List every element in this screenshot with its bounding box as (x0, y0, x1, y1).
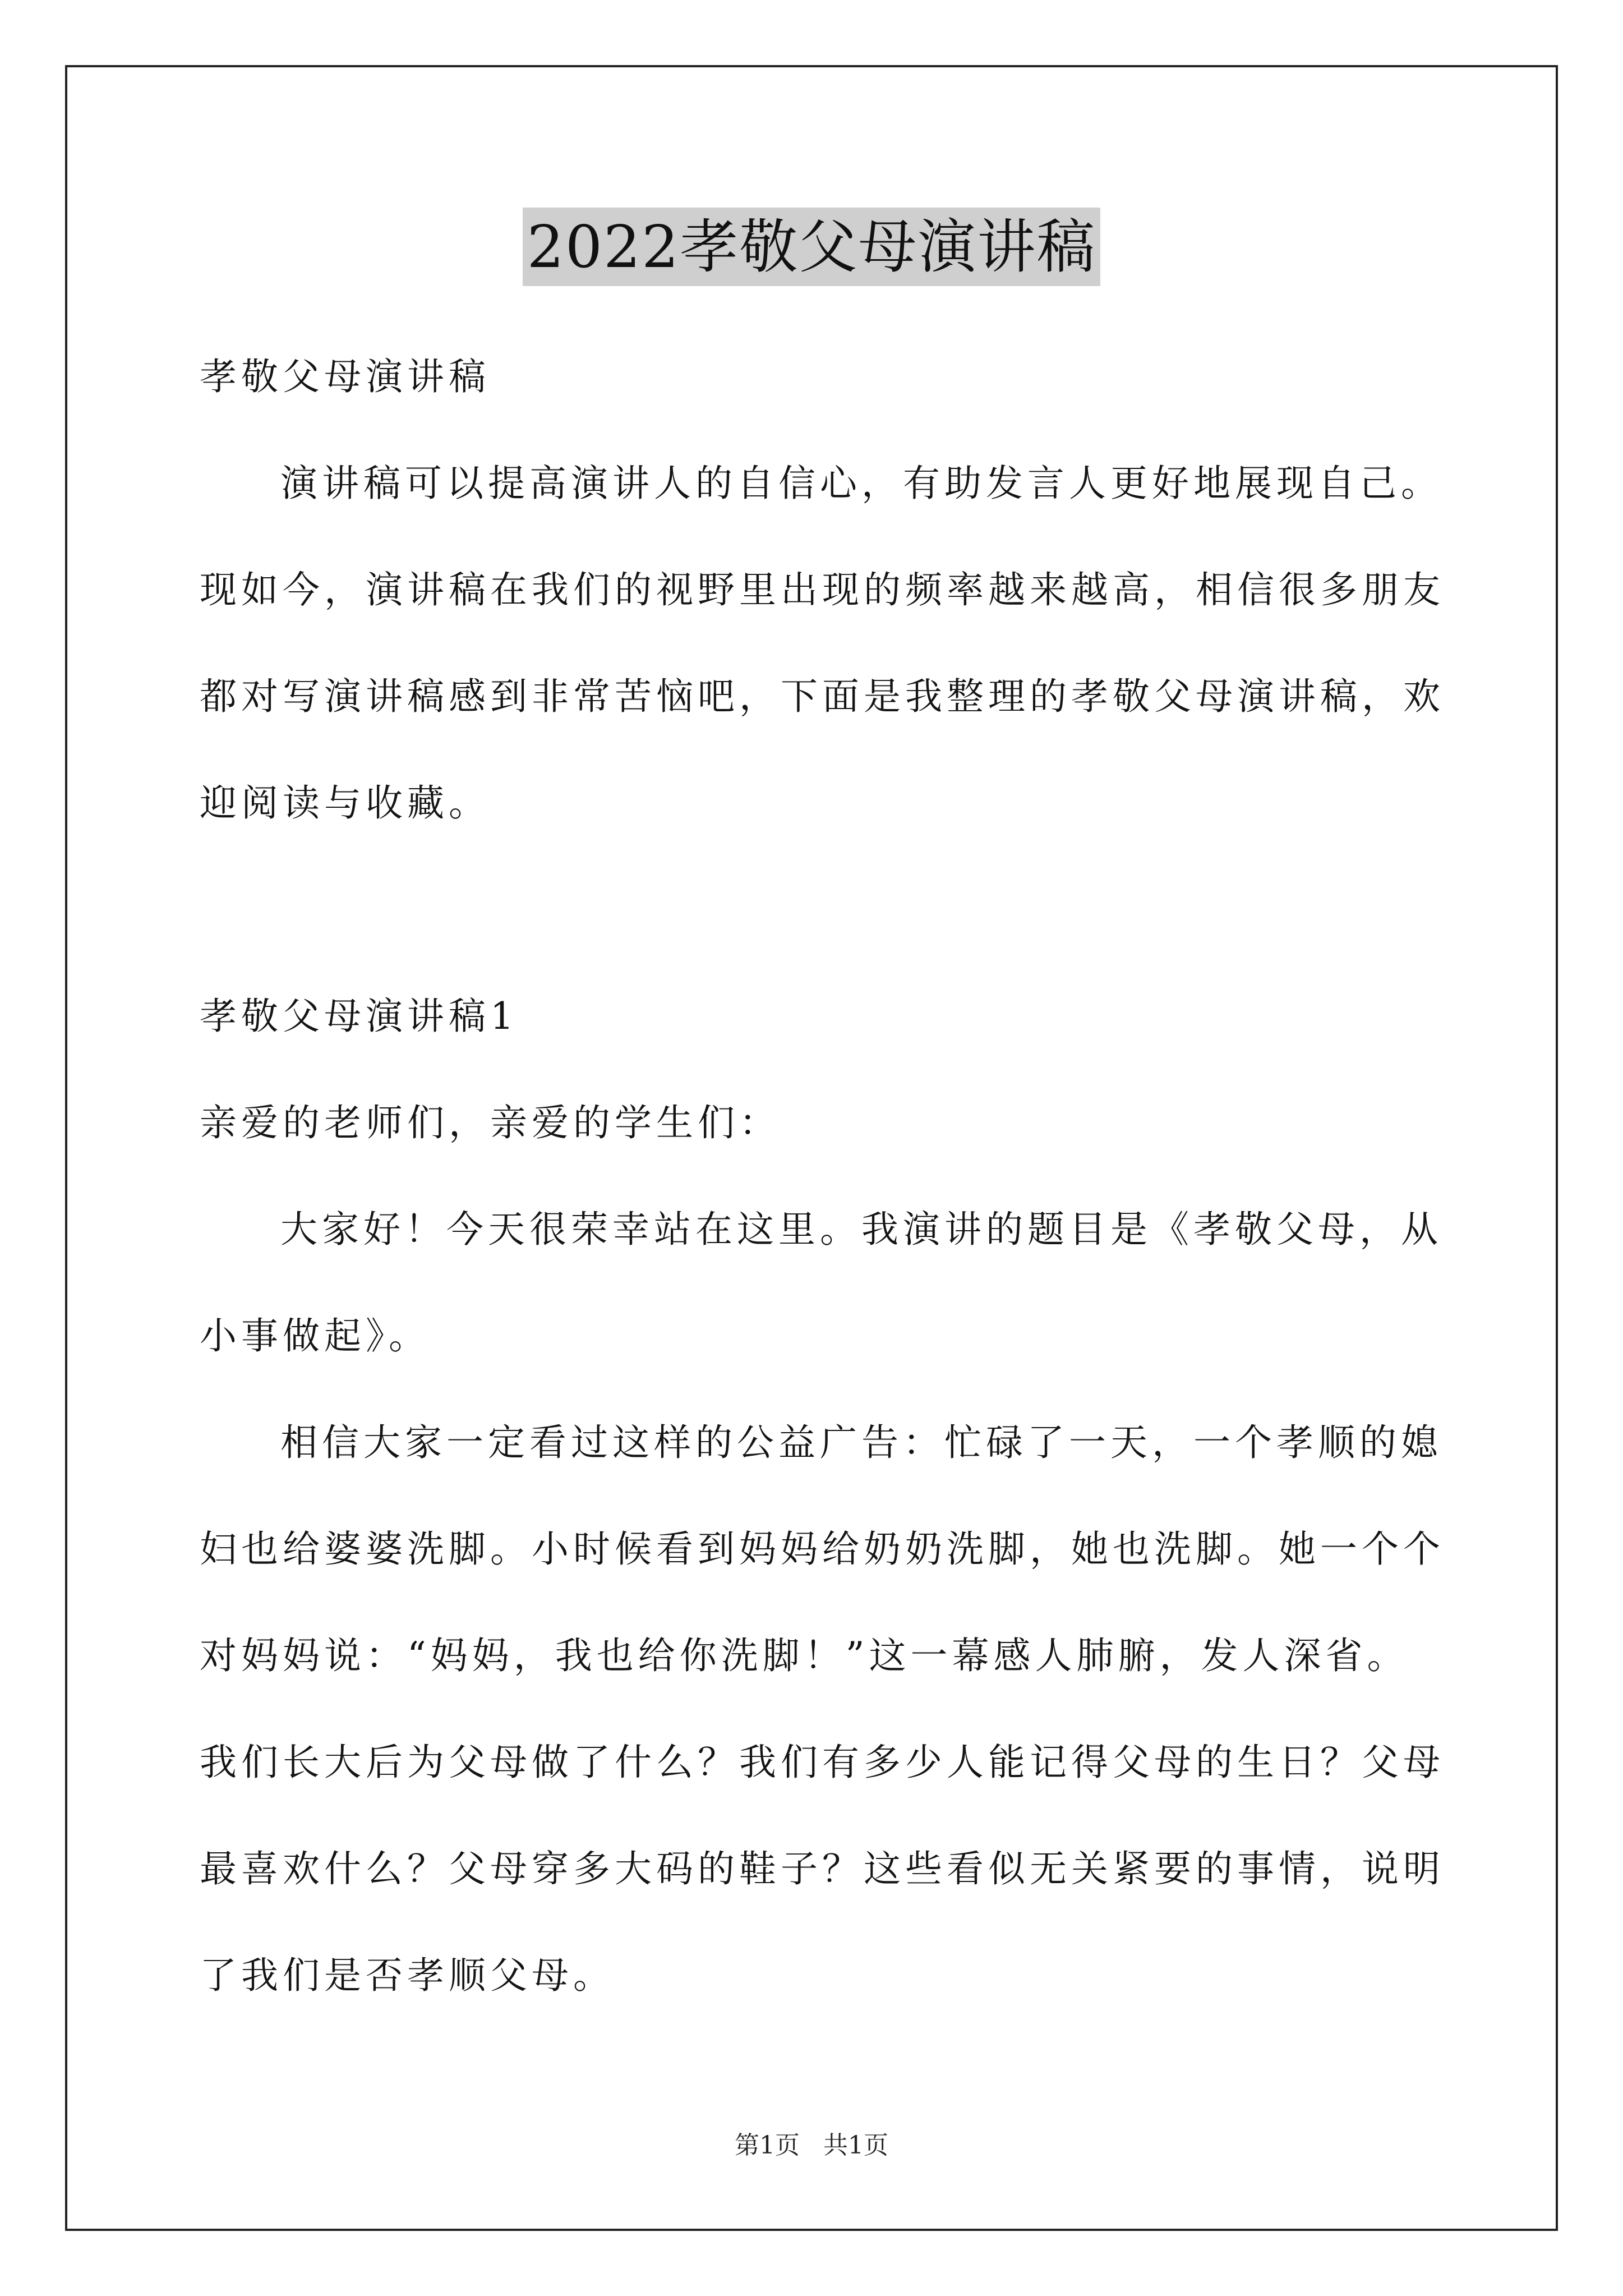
body-text-line: 相信大家一定看过这样的公益广告：忙碌了一天，一个孝顺的媳 (280, 1421, 1442, 1464)
salutation: 亲爱的老师们，亲爱的学生们： (200, 1101, 781, 1144)
body-text-line: 了我们是否孝顺父母。 (200, 1954, 615, 1997)
body-text-line: 最喜欢什么？父母穿多大码的鞋子？这些看似无关紧要的事情，说明 (200, 1847, 1445, 1890)
body-text-line: 小事做起》。 (200, 1314, 430, 1358)
body-text-line: 妇也给婆婆洗脚。小时候看到妈妈给奶奶洗脚，她也洗脚。她一个个 (200, 1527, 1445, 1571)
title-area (0, 208, 1623, 286)
body-text-line: 现如今，演讲稿在我们的视野里出现的频率越来越高，相信很多朋友 (200, 568, 1445, 611)
body-text-line: 迎阅读与收藏。 (200, 781, 490, 825)
body-text-line: 大家好！今天很荣幸站在这里。我演讲的题目是《孝敬父母，从 (280, 1208, 1442, 1251)
document-title: 2022孝敬父母演讲稿 (523, 208, 1101, 286)
body-text-line: 都对写演讲稿感到非常苦恼吧，下面是我整理的孝敬父母演讲稿，欢 (200, 675, 1445, 718)
section-heading: 孝敬父母演讲稿 (200, 355, 490, 398)
body-text-line: 我们长大后为父母做了什么？我们有多少人能记得父母的生日？父母 (200, 1741, 1445, 1784)
page-number-footer: 第1页 共1页 (735, 2131, 888, 2160)
body-text-line: 对妈妈说：“妈妈，我也给你洗脚！”这一幕感人肺腑，发人深省。 (200, 1634, 1409, 1677)
body-text-line: 演讲稿可以提高演讲人的自信心，有助发言人更好地展现自己。 (280, 462, 1442, 505)
section-heading: 孝敬父母演讲稿1 (200, 995, 518, 1038)
